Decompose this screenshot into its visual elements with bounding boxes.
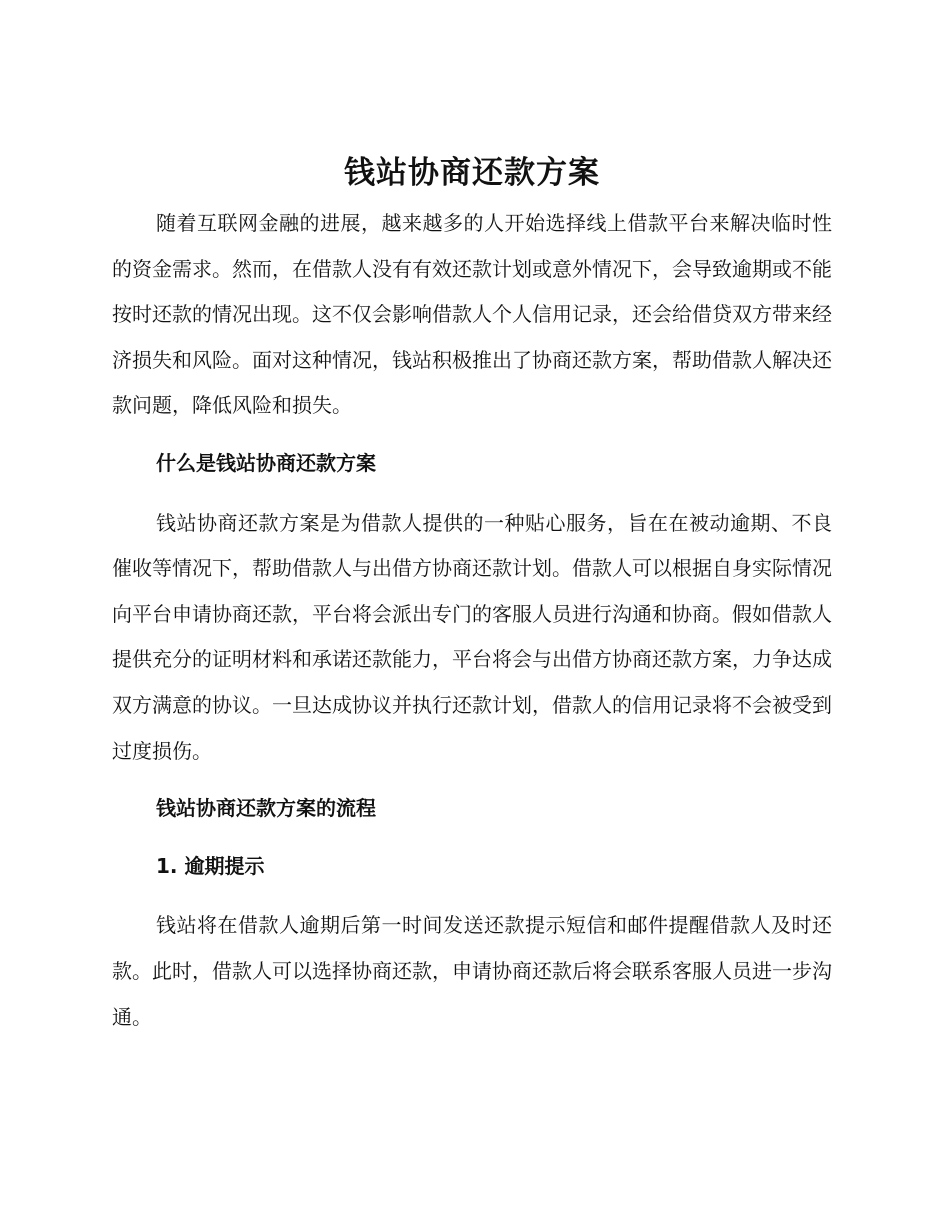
step-paragraph-overdue-notice: 钱站将在借款人逾期后第一时间发送还款提示短信和邮件提醒借款人及时还款。此时，借款人可以选择协商还款，申请协商还款后将会联系客服人员进一步沟通。	[112, 913, 832, 1029]
section-paragraph-what-is: 钱站协商还款方案是为借款人提供的一种贴心服务，旨在在被动逾期、不良催收等情况下，帮助借款人与出借方协商还款计划。借款人可以根据自身实际情况向平台申请协商还款，平台将会派出专门的客服人员进行沟通和协商。假如借款人提供充分的证明材料和承诺还款能力，平台将会与出借方协商还款方案，力争达成双方满意的协议。一旦达成协议并执行还款计划，借款人的信用记录将不会被受到过度损伤。	[112, 510, 832, 763]
document-title: 钱站协商还款方案	[344, 155, 600, 191]
spacer	[112, 889, 832, 903]
step-heading-overdue-notice: 1. 逾期提示	[156, 853, 265, 878]
intro-paragraph: 随着互联网金融的进展，越来越多的人开始选择线上借款平台来解决临时性的资金需求。然而，在借款人没有有效还款计划或意外情况下，会导致逾期或不能按时还款的情况出现。这不仅会影响借款人个人信用记录，还会给借贷双方带来经济损失和风险。面对这种情况，钱站积极推出了协商还款方案，帮助借款人解决还款问题，降低风险和损失。	[112, 211, 832, 418]
spacer	[112, 774, 832, 786]
spacer	[112, 429, 832, 441]
section-heading-what-is: 什么是钱站协商还款方案	[156, 450, 376, 475]
spacer	[112, 487, 832, 501]
spacer	[112, 832, 832, 844]
document-content	[112, 145, 832, 1040]
section-heading-process: 钱站协商还款方案的流程	[156, 796, 376, 821]
